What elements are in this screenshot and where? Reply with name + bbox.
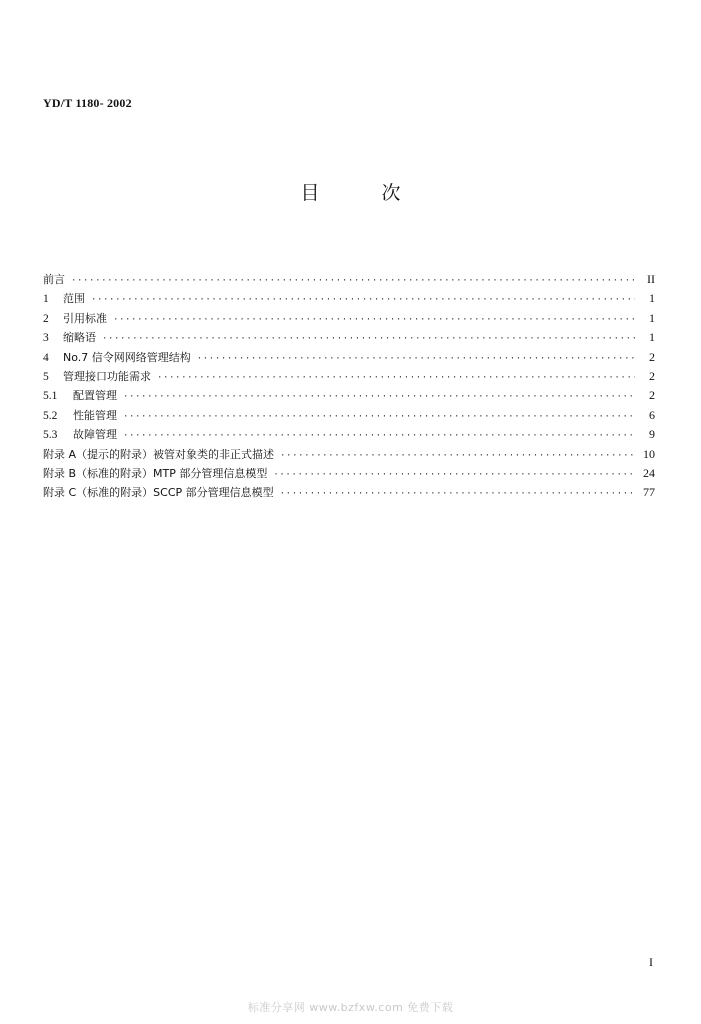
toc-entry-page: 6 bbox=[649, 407, 655, 422]
toc-dot-leader bbox=[123, 388, 635, 407]
toc-entry-page: 77 bbox=[643, 485, 655, 500]
toc-entry[interactable] bbox=[43, 270, 655, 289]
toc-entry-label: 附录 C（标准的附录）SCCP 部分管理信息模型 bbox=[43, 486, 274, 500]
toc-dot-leader bbox=[197, 350, 635, 369]
toc-entry[interactable] bbox=[43, 483, 655, 502]
toc-entry-page: 2 bbox=[649, 349, 655, 364]
toc-entry[interactable] bbox=[43, 328, 655, 347]
table-of-contents bbox=[43, 270, 655, 503]
toc-entry-number: 5.2 bbox=[43, 409, 58, 422]
toc-entry-page: 10 bbox=[643, 446, 655, 461]
toc-entry-label: 范围 bbox=[63, 292, 85, 306]
toc-entry-label: 配置管理 bbox=[73, 389, 117, 403]
toc-dot-leader bbox=[157, 369, 635, 388]
toc-dot-leader bbox=[273, 466, 635, 485]
toc-entry-label: 引用标准 bbox=[63, 311, 107, 325]
toc-entry[interactable] bbox=[43, 309, 655, 328]
toc-entry-number: 4 bbox=[43, 351, 49, 364]
toc-dot-leader bbox=[280, 485, 635, 504]
toc-entry-page: 1 bbox=[649, 330, 655, 345]
toc-entry-number: 1 bbox=[43, 293, 49, 306]
toc-entry-number: 5 bbox=[43, 370, 49, 383]
standard-code: YD/T 1180- 2002 bbox=[43, 96, 132, 110]
toc-entry[interactable] bbox=[43, 386, 655, 405]
toc-entry-page: 2 bbox=[649, 368, 655, 383]
toc-entry-label: 缩略语 bbox=[63, 331, 96, 345]
toc-entry-label: 前言 bbox=[43, 273, 65, 286]
toc-entry[interactable] bbox=[43, 348, 655, 367]
toc-entry-number: 2 bbox=[43, 312, 49, 325]
toc-dot-leader bbox=[71, 272, 635, 291]
page-title: 目次 bbox=[300, 182, 463, 204]
toc-entry-page: 1 bbox=[649, 310, 655, 325]
toc-dot-leader bbox=[123, 408, 635, 427]
toc-entry-label: 性能管理 bbox=[73, 408, 117, 422]
toc-dot-leader bbox=[280, 447, 635, 466]
watermark: 标准分享网 www.bzfxw.com 免费下载 bbox=[247, 1001, 454, 1014]
toc-entry-label: 附录 B（标准的附录）MTP 部分管理信息模型 bbox=[43, 466, 268, 480]
toc-entry-number: 3 bbox=[43, 332, 49, 345]
toc-entry-page: II bbox=[647, 272, 655, 286]
toc-entry-page: 2 bbox=[649, 388, 655, 403]
toc-entry-number: 5.3 bbox=[43, 429, 58, 442]
toc-entry-label: 管理接口功能需求 bbox=[63, 369, 151, 383]
toc-entry-label: No.7 信令网网络管理结构 bbox=[63, 350, 191, 364]
toc-entry-number: 5.1 bbox=[43, 390, 58, 403]
toc-entry[interactable] bbox=[43, 367, 655, 386]
toc-entry-page: 1 bbox=[649, 291, 655, 306]
toc-entry[interactable] bbox=[43, 406, 655, 425]
toc-entry-label: 附录 A（提示的附录）被管对象类的非正式描述 bbox=[43, 447, 275, 461]
toc-dot-leader bbox=[113, 311, 635, 330]
toc-entry[interactable] bbox=[43, 445, 655, 464]
toc-entry[interactable] bbox=[43, 425, 655, 444]
toc-entry[interactable] bbox=[43, 464, 655, 483]
toc-entry[interactable] bbox=[43, 289, 655, 308]
toc-entry-page: 24 bbox=[643, 465, 655, 480]
page-number: I bbox=[649, 955, 653, 969]
toc-entry-page: 9 bbox=[649, 427, 655, 442]
toc-dot-leader bbox=[91, 291, 635, 310]
toc-entry-label: 故障管理 bbox=[73, 428, 117, 442]
